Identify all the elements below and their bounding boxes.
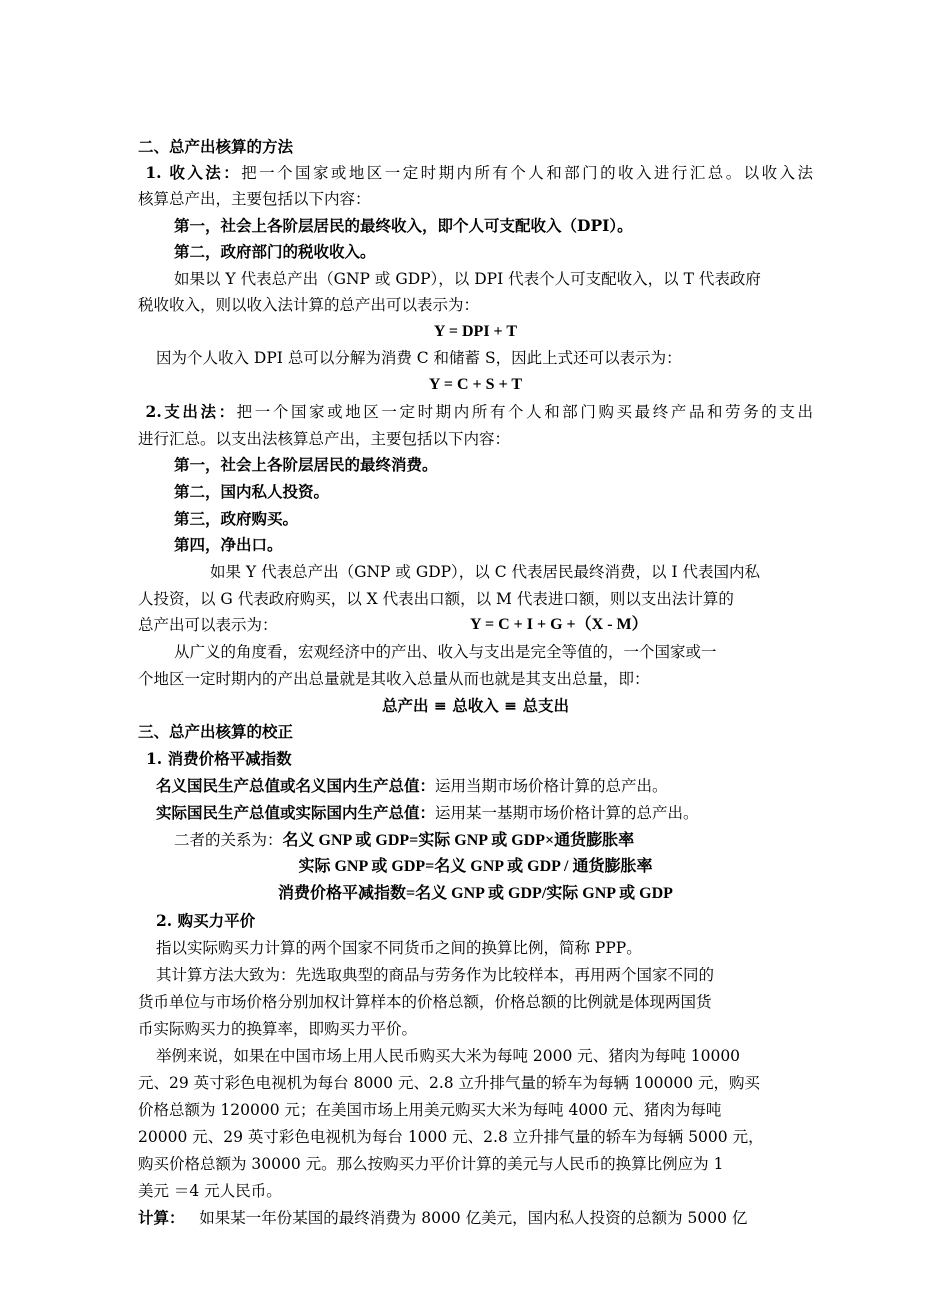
ppp-definition: 指以实际购买力计算的两个国家不同货币之间的换算比例，简称 PPP。: [156, 939, 642, 957]
income-item-2: 第二，政府部门的税收收入。: [174, 242, 376, 261]
equivalence-line-1: 从广义的角度看，宏观经济中的产出、收入与支出是完全等值的，一个国家或一: [174, 643, 717, 661]
expend-para-line-1: 如果 Y 代表总产出（GNP 或 GDP），以 C 代表居民最终消费，以 I 代表国内私: [210, 563, 760, 581]
calc-line: [138, 1207, 813, 1229]
income-para-line-1: 如果以 Y 代表总产出（GNP 或 GDP），以 DPI 代表个人可支配收入，以 T 代表政府: [174, 270, 761, 288]
section-2-title: 二、总产出核算的方法: [138, 137, 294, 156]
ppp-example-line-6: 美元 ＝4 元人民币。: [138, 1182, 282, 1200]
nominal-gnp-text: 运用当期市场价格计算的总产出。: [435, 777, 668, 795]
ppp-method-line-1: 其计算方法大致为：先选取典型的商品与劳务作为比较样本，再用两个国家不同的: [156, 966, 715, 984]
ppp-method-line-3: 币实际购买力的换算率，即购买力平价。: [138, 1020, 418, 1038]
ppp-method-line-2: 货币单位与市场价格分别加权计算样本的价格总额，价格总额的比例就是体现两国货: [138, 993, 712, 1011]
expend-item-2: 第二，国内私人投资。: [174, 482, 330, 501]
real-gnp-text: 运用某一基期市场价格计算的总产出。: [435, 804, 699, 822]
income-para-line-2: 税收收入，则以收入法计算的总产出可以表示为：: [138, 296, 480, 314]
expend-para-line-3-text: 总产出可以表示为：: [138, 616, 278, 634]
income-para-2: 因为个人收入 DPI 总可以分解为消费 C 和储蓄 S，因此上式还可以表示为：: [156, 349, 682, 367]
equivalence-line-2: 个地区一定时期内的产出总量就是其收入总量从而也就是其支出总量，即：: [138, 670, 650, 688]
calc-label: 计算：: [138, 1208, 185, 1227]
ppp-example-line-5: 购买价格总额为 30000 元。那么按购买力平价计算的美元与人民币的换算比例应为 1: [138, 1155, 724, 1173]
expend-item-4: 第四，净出口。: [174, 535, 283, 554]
income-method-label: 1. 收入法：: [145, 163, 242, 182]
relation-formula-3: 消费价格平减指数=名义 GNP 或 GDP/实际 GNP 或 GDP: [278, 885, 673, 902]
real-gnp-line: [138, 802, 831, 824]
ppp-example-line-4: 20000 元、29 英寸彩色电视机为每台 1000 元、2.8 立升排气量的轿车为每辆 5000 元，: [138, 1128, 764, 1146]
expend-formula: Y = C + I + G +（X - M）: [470, 616, 648, 633]
expend-para-line-2: 人投资，以 G 代表政府购买，以 X 代表出口额，以 M 代表进口额，则以支出法计算的: [138, 590, 734, 608]
income-formula-1: Y = DPI + T: [433, 323, 518, 340]
calc-text: 如果某一年份某国的最终消费为 8000 亿美元，国内私人投资的总额为 5000 亿: [199, 1209, 748, 1227]
expend-method-line-1: [138, 401, 813, 423]
equivalence-formula: 总产出 ≡ 总收入 ≡ 总支出: [381, 696, 570, 715]
expend-method-label: 2.支出法：: [145, 402, 237, 421]
ppp-example-line-3: 价格总额为 120000 元；在美国市场上用美元购买大米为每吨 4000 元、猪肉为每吨: [138, 1101, 722, 1119]
expend-method-text: 把一个国家或地区一定时期内所有个人和部门购买最终产品和劳务的支出: [236, 403, 813, 421]
income-method-line-1: [138, 162, 813, 184]
deflator-title: 1. 消费价格平减指数: [146, 749, 292, 768]
relation-label: 二者的关系为：: [174, 831, 283, 849]
relation-formula-1: 名义 GNP 或 GDP=实际 GNP 或 GDP×通货膨胀率: [282, 832, 635, 849]
income-method-text: 把一个国家或地区一定时期内所有个人和部门的收入进行汇总。以收入法: [241, 164, 813, 182]
nominal-gnp-label: 名义国民生产总值或名义国内生产总值：: [156, 776, 436, 795]
income-item-1: 第一，社会上各阶层居民的最终收入，即个人可支配收入（DPI）。: [174, 216, 633, 235]
income-method-line-2: 核算总产出，主要包括以下内容：: [138, 190, 371, 208]
expend-method-line-2: 进行汇总。以支出法核算总产出，主要包括以下内容：: [138, 430, 511, 448]
relation-line: [138, 829, 849, 852]
ppp-example-line-2: 元、29 英寸彩色电视机为每台 8000 元、2.8 立升排气量的轿车为每辆 100000 元，购买: [138, 1074, 761, 1092]
expend-item-3: 第三，政府购买。: [174, 509, 299, 528]
relation-formula-2: 实际 GNP 或 GDP=名义 GNP 或 GDP / 通货膨胀率: [298, 858, 653, 875]
expend-para-line-3: [138, 614, 813, 636]
expend-item-1: 第一，社会上各阶层居民的最终消费。: [174, 455, 438, 474]
ppp-example-line-1: 举例来说，如果在中国市场上用人民币购买大米为每吨 2000 元、猪肉为每吨 10000: [156, 1047, 741, 1065]
ppp-title: 2. 购买力平价: [156, 911, 256, 930]
nominal-gnp-line: [138, 775, 831, 797]
income-formula-2: Y = C + S + T: [428, 376, 523, 393]
real-gnp-label: 实际国民生产总值或实际国内生产总值：: [156, 803, 436, 822]
section-3-title: 三、总产出核算的校正: [138, 722, 294, 741]
